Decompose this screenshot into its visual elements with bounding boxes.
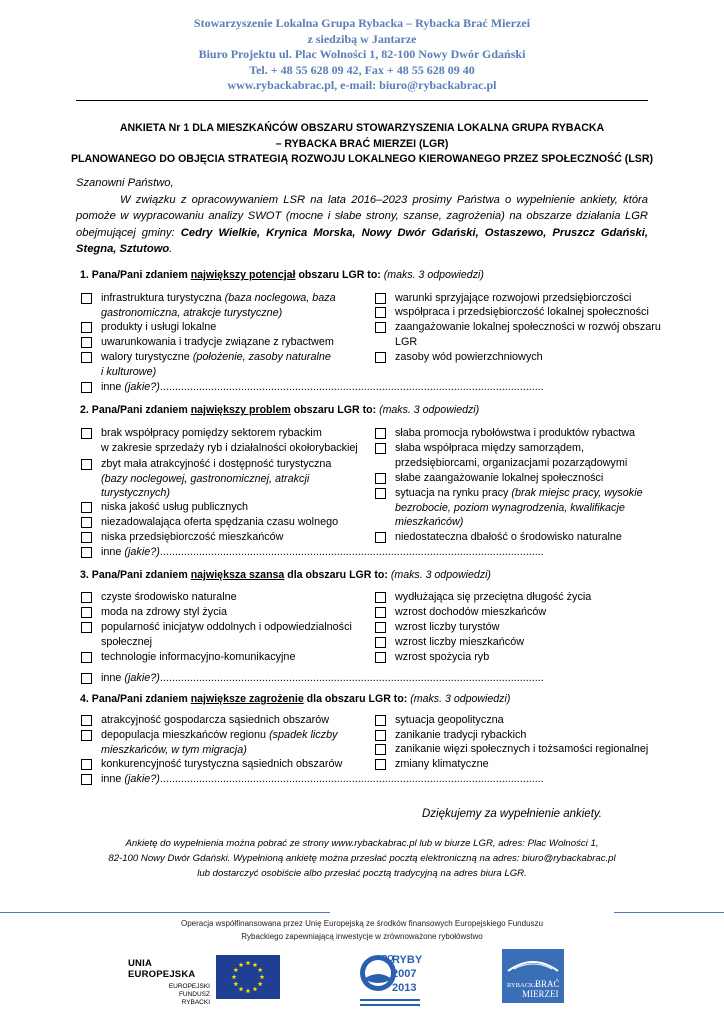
po-ryby-text-2007: 2007 [392, 968, 417, 980]
q4-right-checkbox-3[interactable] [375, 744, 386, 755]
eu-title: UNIA EUROPEJSKA [128, 958, 196, 980]
option-text: moda na zdrowy styl życia [101, 606, 228, 618]
q2-left-option-3 [101, 500, 248, 515]
q4-other-checkbox[interactable] [81, 774, 92, 785]
q3-right-option-1 [395, 590, 591, 605]
other-answer-field[interactable]: ................................................................................................................................ [159, 546, 544, 558]
option-line-1 [395, 530, 622, 545]
option-line-1 [395, 650, 489, 665]
option-text: sytuacja geopolityczna [395, 714, 504, 726]
option-line-1 [101, 530, 283, 545]
option-text: zanikanie tradycji rybackich [395, 729, 527, 741]
option-text: niska jakość usług publicznych [101, 501, 249, 513]
q1-left-option-3 [101, 335, 334, 350]
title-line-1: ANKIETA Nr 1 DLA MIESZKAŃCÓW OBSZARU STOWARZYSZENIA LOKALNA GRUPA RYBACKA [119, 122, 605, 134]
option-line-2: LGR [395, 335, 418, 348]
q1-right-checkbox-4[interactable] [375, 352, 386, 363]
question-1-pre: 1. Pana/Pani zdaniem [80, 269, 191, 281]
option-text: zanikanie więzi społecznych i tożsamości regionalnej [395, 743, 649, 755]
option-line-1 [101, 620, 352, 635]
option-line-1 [395, 728, 526, 743]
option-line-1 [395, 742, 648, 757]
q4-right-checkbox-2[interactable] [375, 730, 386, 741]
q4-right-option-1 [395, 713, 504, 728]
q3-left-option-2 [101, 605, 227, 620]
q2-other-option [101, 545, 561, 560]
question-2-note: (maks. 3 odpowiedzi) [379, 404, 480, 416]
header-line-address: Biuro Projektu ul. Plac Wolności 1, 82-100 Nowy Dwór Gdański [198, 47, 526, 61]
q1-other-option [101, 380, 561, 395]
option-line-2: w zakresie sprzedaży ryb i działalności okołorybackiej [101, 441, 358, 454]
q2-right-checkbox-1[interactable] [375, 428, 386, 439]
q1-right-checkbox-2[interactable] [375, 307, 386, 318]
po-ryby-text-po: PO [382, 954, 394, 963]
footnote-line-3: lub dostarczyć osobiście albo przesłać pocztą tradycyjną na adres biura LGR. [197, 868, 527, 879]
footnote-line-2: 82-100 Nowy Dwór Gdański. Wypełnioną ankietę można przesłać pocztą elektroniczną na adres: biuro@rybackabrac.pl [108, 853, 616, 864]
q4-right-option-2 [395, 728, 526, 743]
option-line-1 [101, 590, 237, 605]
other-label-italic: (jakie?) [124, 546, 160, 558]
po-ryby-text-ryby: RYBY [392, 954, 422, 966]
other-answer-field[interactable]: ................................................................................................................................ [159, 381, 544, 393]
q2-right-checkbox-2[interactable] [375, 443, 386, 454]
thank-you-note: Dziękujemy za wypełnienie ankiety. [421, 808, 602, 820]
eu-subtitle [128, 983, 210, 1007]
q4-left-option-1 [101, 713, 329, 728]
option-text: popularność inicjatyw oddolnych i odpowiedzialności [101, 621, 352, 633]
intro-gminy: Cedry Wielkie, Krynica Morska, Nowy Dwór Gdański, Ostaszewo, Pruszcz Gdański, Stegna, Sztutowo [76, 226, 648, 255]
q3-other-option [101, 671, 561, 686]
q4-left-checkbox-2[interactable] [81, 730, 92, 741]
question-2-pre: 2. Pana/Pani zdaniem [80, 404, 191, 416]
option-text: uwarunkowania i tradycje związane z rybactwem [101, 336, 334, 348]
option-text: słabe zaangażowanie lokalnej społeczności [395, 472, 604, 484]
question-3-note: (maks. 3 odpowiedzi) [390, 569, 491, 581]
question-2-key: największy problem [190, 404, 291, 416]
q3-left-option-1 [101, 590, 237, 605]
question-1-post: obszaru LGR to: [295, 269, 384, 281]
option-line-1 [395, 486, 643, 501]
option-line-2: przedsiębiorcami, organizacjami pozarządowymi [395, 456, 628, 469]
other-answer-field[interactable]: ................................................................................................................................ [159, 672, 544, 684]
q1-right-checkbox-3[interactable] [375, 322, 386, 333]
other-label-italic: (jakie?) [124, 672, 160, 684]
option-text: infrastruktura turystyczna [101, 292, 225, 304]
option-text: warunki sprzyjające rozwojowi przedsiębiorczości [395, 292, 632, 304]
other-label-italic: (jakie?) [124, 773, 160, 785]
question-4-pre: 4. Pana/Pani zdaniem [80, 693, 191, 705]
option-line-1 [395, 605, 546, 620]
option-line-1 [101, 320, 216, 335]
other-answer-field[interactable]: ................................................................................................................................ [159, 773, 544, 785]
question-3-pre: 3. Pana/Pani zdaniem [80, 569, 191, 581]
q3-left-checkbox-4[interactable] [81, 652, 92, 663]
q2-left-checkbox-3[interactable] [81, 502, 92, 513]
option-text: zbyt mała atrakcyjność i dostępność turystyczna [101, 458, 332, 470]
option-line-1 [101, 650, 295, 665]
option-text: niedostateczna dbałość o środowisko naturalne [395, 531, 622, 543]
q4-left-checkbox-3[interactable] [81, 759, 92, 770]
q1-left-checkbox-4[interactable] [81, 352, 92, 363]
intro-end: . [169, 243, 173, 255]
header-divider [76, 100, 648, 101]
question-1-heading [80, 268, 484, 282]
option-line-1 [395, 305, 649, 320]
footer-line-right [614, 912, 724, 913]
q1-left-checkbox-1[interactable] [81, 293, 92, 304]
q1-right-option-3 [395, 320, 661, 349]
option-line-2: mieszkańców, w tym migracja) [101, 743, 247, 756]
option-text: wzrost spożycia ryb [395, 651, 490, 663]
title-line-3: PLANOWANEGO DO OBJĘCIA STRATEGIĄ ROZWOJU LOKALNEGO KIEROWANEGO PRZEZ SPOŁECZNOŚĆ (LSR) [70, 153, 654, 165]
option-line-1 [395, 350, 543, 365]
option-text-italic: (baza noclegowa, baza [224, 292, 336, 304]
option-line-2: bezrobocie, poziom wynagrodzenia, kwalifikacje [395, 501, 625, 514]
q2-left-checkbox-4[interactable] [81, 517, 92, 528]
q3-right-option-2 [395, 605, 546, 620]
footer-line-left [0, 912, 330, 913]
q2-right-option-2 [395, 441, 627, 470]
question-4-post: dla obszaru LGR to: [303, 693, 411, 705]
question-1-note: (maks. 3 odpowiedzi) [383, 269, 484, 281]
option-text-italic: (spadek liczby [269, 729, 338, 741]
lgr-text-1: RYBACKA [507, 982, 539, 989]
q4-other-option [101, 772, 561, 787]
q4-right-checkbox-4[interactable] [375, 759, 386, 770]
other-label: inne [101, 672, 125, 684]
option-line-1 [101, 426, 358, 441]
q3-right-option-4 [395, 635, 524, 650]
option-text: wzrost dochodów mieszkańców [395, 606, 547, 618]
header-line-web: www.rybackabrac.pl, e-mail: biuro@rybackabrac.pl [227, 78, 497, 92]
option-line-1 [101, 757, 342, 772]
q4-left-checkbox-1[interactable] [81, 715, 92, 726]
q1-right-option-2 [395, 305, 649, 320]
option-line-1 [101, 728, 337, 743]
q2-right-checkbox-3[interactable] [375, 473, 386, 484]
option-text: konkurencyjność turystyczna sąsiednich obszarów [101, 758, 343, 770]
eu-logo-text [128, 958, 210, 1007]
option-text: niska przedsiębiorczość mieszkańców [101, 531, 284, 543]
option-line-2: i kulturowe) [101, 365, 157, 378]
option-line-1 [395, 757, 489, 772]
q3-left-checkbox-2[interactable] [81, 607, 92, 618]
question-3-post: dla obszaru LGR to: [284, 569, 391, 581]
q3-right-checkbox-2[interactable] [375, 607, 386, 618]
option-line-1 [395, 426, 635, 441]
option-text: zmiany klimatyczne [395, 758, 489, 770]
q3-left-option-4 [101, 650, 295, 665]
q1-left-checkbox-3[interactable] [81, 337, 92, 348]
option-text: sytuacja na rynku pracy [395, 487, 512, 499]
q3-right-option-5 [395, 650, 489, 665]
q3-right-checkbox-4[interactable] [375, 637, 386, 648]
q3-left-checkbox-1[interactable] [81, 592, 92, 603]
q3-right-checkbox-1[interactable] [375, 592, 386, 603]
lgr-text-3: MIERZEI [522, 989, 559, 999]
q2-right-option-3 [395, 471, 603, 486]
option-line-1 [101, 350, 331, 365]
q1-other-checkbox[interactable] [81, 382, 92, 393]
q2-right-option-5 [395, 530, 622, 545]
option-text: technologie informacyjno-komunikacyjne [101, 651, 296, 663]
option-text-italic: (położenie, zasoby naturalne [192, 351, 331, 363]
q3-right-checkbox-3[interactable] [375, 622, 386, 633]
question-1-key: największy potencjał [190, 269, 296, 281]
header-line-org: Stowarzyszenie Lokalna Grupa Rybacka – Rybacka Brać Mierzei [193, 16, 531, 30]
option-line-1 [101, 713, 329, 728]
option-line-3: turystycznych) [101, 487, 170, 499]
question-4-heading [80, 692, 510, 706]
eu-sub-1: EUROPEJSKI [168, 983, 210, 990]
q2-left-checkbox-2[interactable] [81, 459, 92, 470]
option-text: niezadowalająca oferta spędzania czasu wolnego [101, 516, 339, 528]
eu-sub-2: FUNDUSZ [178, 991, 210, 998]
option-text: słaba promocja rybołówstwa i produktów rybactwa [395, 427, 636, 439]
other-label: inne [101, 773, 125, 785]
q1-right-option-1 [395, 291, 631, 306]
option-line-1 [395, 291, 631, 306]
question-3-heading [80, 568, 491, 582]
option-line-1 [395, 713, 504, 728]
question-4-note: (maks. 3 odpowiedzi) [410, 693, 511, 705]
po-ryby-text-2013: 2013 [392, 982, 417, 994]
option-text: wzrost liczby turystów [395, 621, 500, 633]
q2-right-checkbox-4[interactable] [375, 488, 386, 499]
footnote [0, 836, 724, 881]
q1-right-checkbox-1[interactable] [375, 293, 386, 304]
eu-flag-icon [216, 955, 280, 999]
q4-right-option-4 [395, 757, 489, 772]
organization-header [0, 16, 724, 94]
q1-left-checkbox-2[interactable] [81, 322, 92, 333]
question-2-post: obszaru LGR to: [290, 404, 380, 416]
q3-left-checkbox-3[interactable] [81, 622, 92, 633]
option-line-1 [101, 605, 227, 620]
q2-right-option-4 [395, 486, 643, 530]
intro-body [76, 192, 648, 258]
q2-right-checkbox-5[interactable] [375, 532, 386, 543]
option-line-2: gastronomiczna, atrakcje turystyczne) [101, 306, 283, 319]
q4-left-option-3 [101, 757, 342, 772]
survey-title [0, 121, 724, 168]
option-line-3: mieszkańców) [395, 516, 464, 528]
option-text: czyste środowisko naturalne [101, 591, 237, 603]
q1-left-option-4 [101, 350, 331, 379]
po-ryby-logo-icon [356, 951, 422, 1013]
lgr-logo-icon [502, 949, 564, 1003]
other-label: inne [101, 546, 125, 558]
option-text: walory turystyczne [101, 351, 193, 363]
q2-left-option-1 [101, 426, 358, 455]
other-label-italic: (jakie?) [124, 381, 160, 393]
option-line-1 [395, 620, 499, 635]
title-line-2: – RYBACKA BRAĆ MIERZEI (LGR) [275, 137, 449, 150]
option-line-1 [101, 457, 331, 472]
option-line-1 [395, 471, 603, 486]
option-line-1 [101, 500, 248, 515]
footnote-line-1: Ankietę do wypełnienia można pobrać ze strony www.rybackabrac.pl lub w biurze LGR, adres: Plac Wolności 1, [125, 838, 599, 849]
q3-other-checkbox[interactable] [81, 673, 92, 684]
option-text: zaangażowanie lokalnej społeczności w rozwój obszaru [395, 321, 661, 333]
option-line-1 [101, 515, 338, 530]
option-line-2: (bazy noclegowej, gastronomicznej, atrakcji [101, 472, 310, 485]
option-line-1 [101, 291, 336, 306]
header-line-seat: z siedzibą w Jantarze [307, 31, 417, 46]
option-text: produkty i usługi lokalne [101, 321, 217, 333]
q3-right-checkbox-5[interactable] [375, 652, 386, 663]
option-text: zasoby wód powierzchniowych [395, 351, 543, 363]
q1-left-option-2 [101, 320, 216, 335]
q3-left-option-3 [101, 620, 352, 649]
question-3-key: największa szansa [190, 569, 285, 581]
q2-left-option-5 [101, 530, 283, 545]
q2-left-option-4 [101, 515, 338, 530]
option-line-2: społecznej [101, 635, 153, 648]
option-text: wydłużająca się przeciętna długość życia [395, 591, 592, 603]
q1-right-option-4 [395, 350, 543, 365]
intro-text: W związku z opracowywaniem LSR na lata 2016–2023 prosimy Państwa o wypełnienie ankiety, która pomoże w wypracowaniu analizy SWOT (mocne i słabe strony, szanse, zagrożenia) na obszarze działania LGR obejmującej gminy: [76, 193, 648, 239]
cofinancing-note [0, 918, 724, 943]
greeting: Szanowni Państwo, [76, 177, 174, 189]
option-line-1 [395, 590, 591, 605]
option-text-italic: (brak miejsc pracy, wysokie [511, 487, 643, 499]
other-label: inne [101, 381, 125, 393]
q2-left-option-2 [101, 457, 331, 501]
cofinancing-line-2: Rybackiego zapewniającą inwestycje w zrównoważone rybołówstwo [241, 931, 483, 941]
question-2-heading [80, 403, 479, 417]
q2-left-checkbox-5[interactable] [81, 532, 92, 543]
q4-right-checkbox-1[interactable] [375, 715, 386, 726]
cofinancing-line-1: Operacja współfinansowana przez Unię Europejską ze środków finansowych Europejskiego Funduszu [181, 919, 543, 928]
option-text: wzrost liczby mieszkańców [395, 636, 524, 648]
q1-left-option-1 [101, 291, 336, 320]
option-text: słaba współpraca między samorządem, [395, 442, 585, 454]
q3-right-option-3 [395, 620, 499, 635]
lgr-text-2: BRAĆ [535, 979, 560, 989]
question-4-key: największe zagrożenie [190, 693, 304, 705]
q2-left-checkbox-1[interactable] [81, 428, 92, 439]
eu-sub-3: RYBACKI [181, 999, 210, 1006]
intro-paragraph [76, 175, 648, 258]
option-line-1 [395, 441, 627, 456]
option-text: brak współpracy pomiędzy sektorem rybackim [101, 427, 322, 439]
option-line-1 [101, 335, 334, 350]
q2-right-option-1 [395, 426, 635, 441]
option-line-1 [395, 320, 661, 335]
header-line-phone: Tel. + 48 55 628 09 42, Fax + 48 55 628 09 40 [249, 62, 475, 77]
option-text: współpraca i przedsiębiorczość lokalnej społeczności [395, 306, 649, 318]
option-line-1 [395, 635, 524, 650]
option-text: depopulacja mieszkańców regionu [101, 729, 270, 741]
q4-left-option-2 [101, 728, 337, 757]
option-text: atrakcyjność gospodarcza sąsiednich obszarów [101, 714, 330, 726]
q2-other-checkbox[interactable] [81, 547, 92, 558]
q4-right-option-3 [395, 742, 648, 757]
